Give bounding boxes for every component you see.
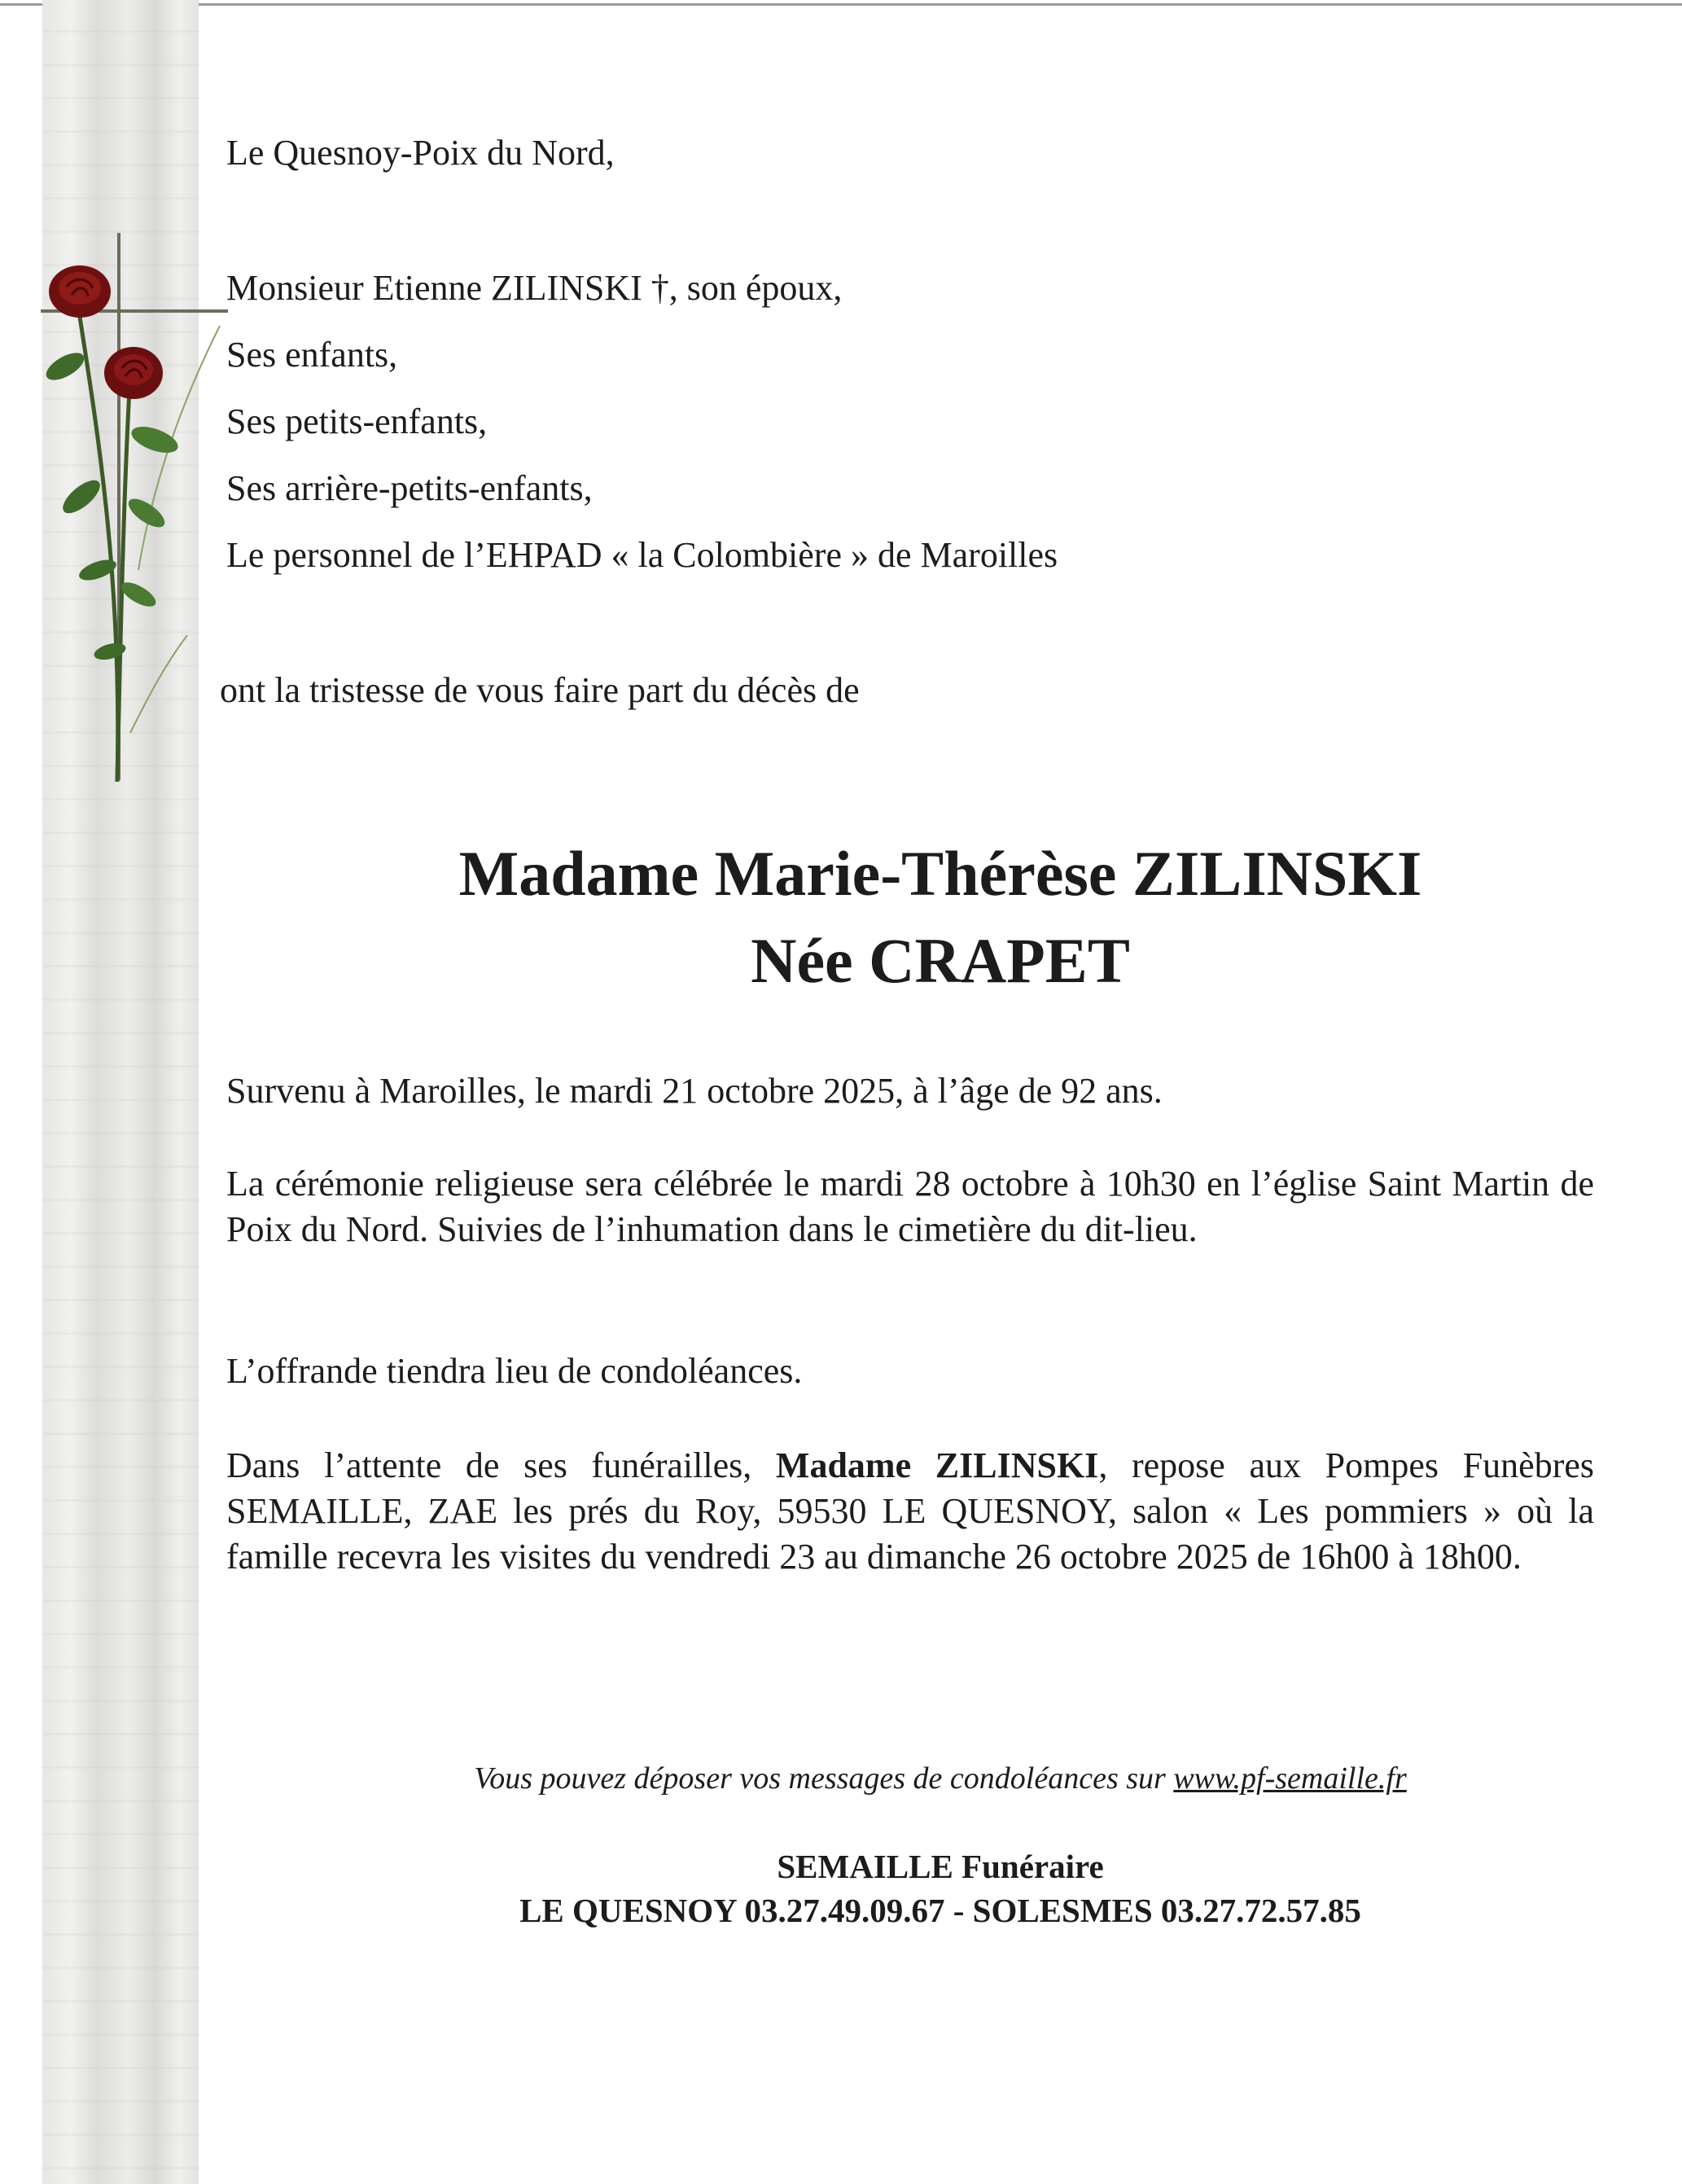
announcement-line: ont la tristesse de vous faire part du décès de	[220, 670, 860, 710]
viewing-paragraph	[226, 1443, 1594, 1580]
mourner-spouse: Monsieur Etienne ZILINSKI †, son époux,	[226, 268, 843, 308]
rose-bottom	[104, 347, 163, 399]
ceremony-paragraph: La cérémonie religieuse sera célébrée le mardi 28 octobre à 10h30 en l’église Saint Martin de Poix du Nord. Suivies de l’inhumation dans le cimetière du dit-lieu.	[226, 1164, 1594, 1249]
condolences-website-link[interactable]: www.pf-semaille.fr	[1173, 1761, 1407, 1796]
rose-top	[49, 265, 111, 318]
death-info: Survenu à Maroilles, le mardi 21 octobre 2025, à l’âge de 92 ans.	[226, 1071, 1163, 1111]
deceased-name: Madame Marie-Thérèse ZILINSKI	[458, 838, 1422, 909]
deceased-maiden-name: Née CRAPET	[751, 925, 1130, 996]
viewing-rest: , repose aux Pompes Funèbres SEMAILLE, ZAE les prés du Roy, 59530 LE QUESNOY, salon « Les pommiers » où la famille recevra les visites du vendredi 23 au dimanche 26 octobre 2025 de 16h00 à 18h00.	[226, 1445, 1595, 1577]
top-border-line	[0, 3, 1682, 6]
footer-company: SEMAILLE Funéraire	[777, 1848, 1104, 1885]
viewing-name-bold: Madame ZILINSKI	[775, 1445, 1099, 1485]
mourner-grandchildren: Ses petits-enfants,	[226, 401, 488, 441]
condolences-text: Vous pouvez déposer vos messages de condoléances sur	[474, 1761, 1166, 1796]
mourner-ehpad-staff: Le personnel de l’EHPAD « la Colombière » de Maroilles	[226, 535, 1058, 575]
offering-line: L’offrande tiendra lieu de condoléances.	[226, 1351, 803, 1391]
location-line: Le Quesnoy-Poix du Nord,	[226, 133, 615, 173]
mourner-great-grandchildren: Ses arrière-petits-enfants,	[226, 468, 593, 508]
condolences-note	[199, 1759, 1682, 1798]
viewing-prefix: Dans l’attente de ses funérailles,	[226, 1445, 752, 1485]
mourner-children: Ses enfants,	[226, 335, 398, 375]
cross-with-roses-illustration	[33, 228, 228, 798]
footer-contacts: LE QUESNOY 03.27.49.09.67 - SOLESMES 03.27.72.57.85	[519, 1892, 1361, 1929]
